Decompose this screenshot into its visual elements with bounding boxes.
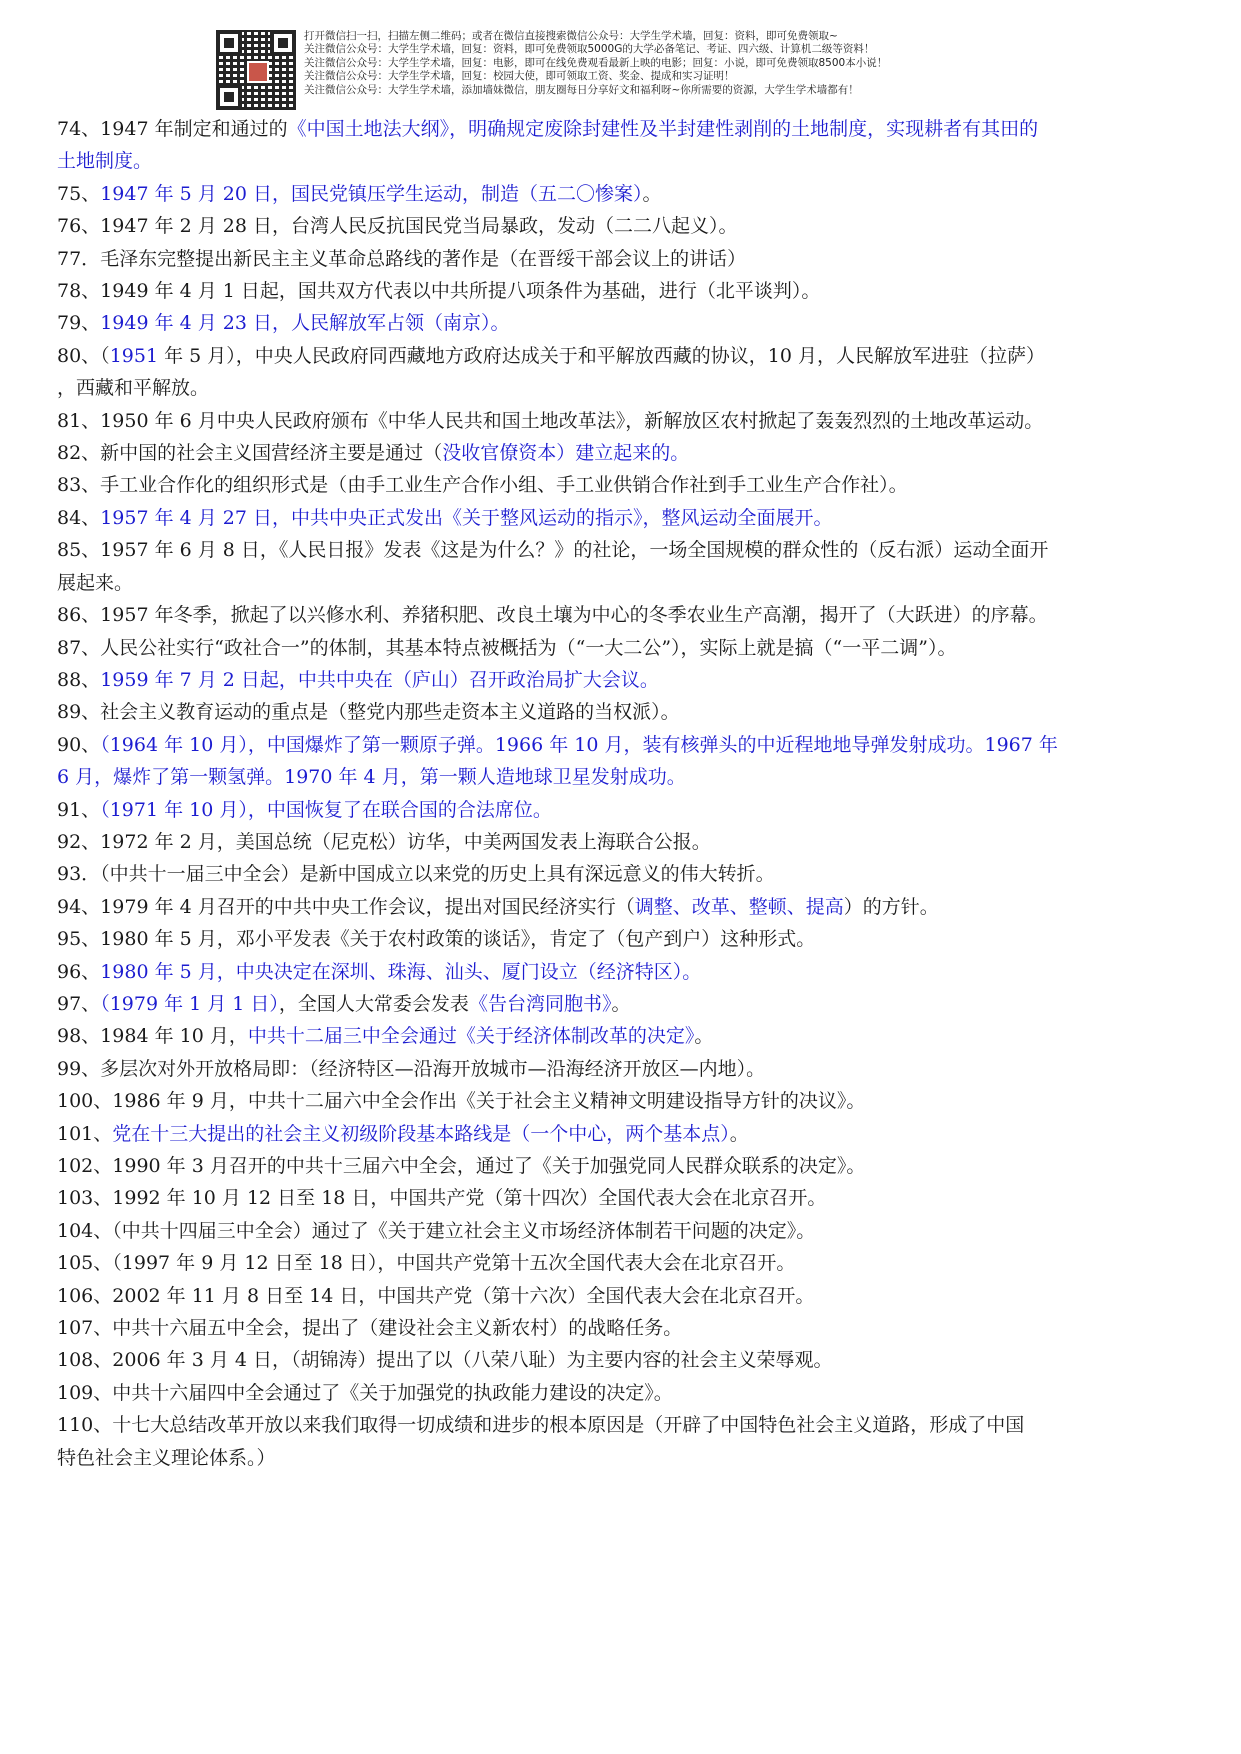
text-line bbox=[57, 1442, 1187, 1474]
body-text: 。 bbox=[694, 1025, 714, 1048]
highlighted-text: （1971 年 10 月），中国恢复了在联合国的合法席位。 bbox=[100, 798, 552, 821]
text-line bbox=[57, 696, 1187, 728]
text-line bbox=[57, 307, 1187, 339]
text-line bbox=[57, 826, 1187, 858]
text-line bbox=[57, 1344, 1187, 1376]
text-line bbox=[57, 243, 1187, 275]
text-line bbox=[57, 275, 1187, 307]
promo-line: 打开微信扫一扫，扫描左侧二维码；或者在微信直接搜索微信公众号：大学生学术墙，回复：资料，即可免费领取~ bbox=[304, 30, 838, 42]
promo-header bbox=[216, 28, 976, 108]
text-line bbox=[57, 1118, 1187, 1150]
body-text: 78、1949 年 4 月 1 日起，国共双方代表以中共所提八项条件为基础，进行（北平谈判）。 bbox=[57, 280, 821, 303]
text-line bbox=[57, 761, 1187, 793]
text-line bbox=[57, 956, 1187, 988]
highlighted-text: 调整、改革、整顿、提高 bbox=[634, 895, 844, 918]
highlighted-text: 1949 年 4 月 23 日，人民解放军占领（南京）。 bbox=[100, 312, 510, 335]
body-text: ，全国人大常委会发表 bbox=[278, 992, 469, 1015]
text-line bbox=[57, 340, 1187, 372]
body-text: 108、2006 年 3 月 4 日，（胡锦涛）提出了以（八荣八耻）为主要内容的社会主义荣辱观。 bbox=[57, 1349, 833, 1372]
text-line bbox=[57, 437, 1187, 469]
text-line bbox=[57, 1150, 1187, 1182]
text-line bbox=[57, 858, 1187, 890]
highlighted-text: 土地制度。 bbox=[57, 150, 153, 173]
highlighted-text: 1947 年 5 月 20 日，国民党镇压学生运动，制造（五二〇惨案） bbox=[100, 182, 643, 205]
text-line bbox=[57, 405, 1187, 437]
body-text: 93．（中共十一届三中全会）是新中国成立以来党的历史上具有深远意义的伟大转折。 bbox=[57, 863, 775, 886]
text-line bbox=[57, 599, 1187, 631]
body-text: 96、 bbox=[57, 960, 101, 983]
body-text: 85、1957 年 6 月 8 日，《人民日报》发表《这是为什么？》的社论，一场全国规模的群众性的（反右派）运动全面开 bbox=[57, 539, 1049, 562]
body-text: 84、 bbox=[57, 506, 101, 529]
body-text: 74、1947 年制定和通过的 bbox=[57, 118, 288, 140]
promo-line: 关注微信公众号：大学生学术墙，回复：资料，即可免费领取5000G的大学必备笔记、考证、四六级、计算机二级等资料！ bbox=[304, 43, 875, 56]
body-text: 86、1957 年冬季，掀起了以兴修水利、养猪积肥、改良土壤为中心的冬季农业生产高潮，揭开了（大跃进）的序幕。 bbox=[57, 604, 1048, 627]
body-text: 82、新中国的社会主义国营经济主要是通过（ bbox=[57, 442, 443, 465]
body-text: 。 bbox=[642, 182, 662, 205]
text-line bbox=[57, 988, 1187, 1020]
body-text: 101、 bbox=[57, 1122, 113, 1145]
body-text: 91、 bbox=[57, 798, 101, 821]
text-line bbox=[57, 372, 1187, 404]
body-text: 76、1947 年 2 月 28 日，台湾人民反抗国民党当局暴政，发动（二二八起义）。 bbox=[57, 215, 738, 238]
text-line bbox=[57, 729, 1187, 761]
highlighted-text: 6 月，爆炸了第一颗氢弹。1970 年 4 月，第一颗人造地球卫星发射成功。 bbox=[57, 766, 686, 789]
text-line bbox=[57, 923, 1187, 955]
highlighted-text: 1957 年 4 月 27 日，中共中央正式发出《关于整风运动的指示》，整风运动全面展开。 bbox=[100, 506, 833, 529]
body-text: 106、2002 年 11 月 8 日至 14 日，中国共产党（第十六次）全国代表大会在北京召开。 bbox=[57, 1284, 815, 1307]
body-text: 88、 bbox=[57, 668, 101, 691]
qr-code-icon bbox=[216, 30, 296, 110]
text-line bbox=[57, 1247, 1187, 1279]
text-line bbox=[57, 891, 1187, 923]
promo-line: 关注微信公众号：大学生学术墙，回复：电影，即可在线免费观看最新上映的电影；回复：小说，即可免费领取8500本小说！ bbox=[304, 56, 888, 69]
text-line bbox=[57, 469, 1187, 501]
highlighted-text: （1964 年 10 月），中国爆炸了第一颗原子弹。1966 年 10 月，装有核弹头的中近程地地导弹发射成功。1967 年 bbox=[100, 733, 1058, 756]
body-text: 90、 bbox=[57, 733, 101, 756]
text-line bbox=[57, 1020, 1187, 1052]
text-line bbox=[57, 794, 1187, 826]
body-text: 80、（ bbox=[57, 344, 110, 367]
highlighted-text: 1959 年 7 月 2 日起，中共中央在（庐山）召开政治局扩大会议。 bbox=[100, 668, 659, 691]
highlighted-text: （1979 年 1 月 1 日） bbox=[100, 992, 279, 1015]
highlighted-text: 《告台湾同胞书》 bbox=[468, 992, 612, 1015]
text-line bbox=[57, 178, 1187, 210]
body-text: 79、 bbox=[57, 312, 101, 335]
text-line bbox=[57, 632, 1187, 664]
text-line bbox=[57, 664, 1187, 696]
body-text: 94、1979 年 4 月召开的中共中央工作会议，提出对国民经济实行（ bbox=[57, 895, 635, 918]
body-text: 。 bbox=[729, 1122, 749, 1145]
body-text: 99、多层次对外开放格局即：（经济特区—沿海开放城市—沿海经济开放区—内地）。 bbox=[57, 1057, 766, 1080]
highlighted-text: 《中国土地法大纲》，明确规定废除封建性及半封建性剥削的土地制度，实现耕者有其田的 bbox=[287, 118, 1039, 140]
text-line bbox=[57, 567, 1187, 599]
text-line bbox=[57, 1280, 1187, 1312]
text-line bbox=[57, 534, 1187, 566]
body-text: 95、1980 年 5 月，邓小平发表《关于农村政策的谈话》，肯定了（包产到户）这种形式。 bbox=[57, 928, 816, 951]
text-line bbox=[57, 1182, 1187, 1214]
highlighted-text: 1980 年 5 月，中央决定在深圳、珠海、汕头、厦门设立（经济特区）。 bbox=[100, 960, 702, 983]
text-line bbox=[57, 1377, 1187, 1409]
promo-line: 关注微信公众号：大学生学术墙，回复：校园大使，即可领取工资、奖金、提成和实习证明！ bbox=[304, 70, 735, 83]
question-list bbox=[57, 113, 1187, 1474]
body-text: 77．毛泽东完整提出新民主主义革命总路线的著作是（在晋绥干部会议上的讲话） bbox=[57, 247, 747, 270]
body-text: 75、 bbox=[57, 182, 101, 205]
body-text: 107、中共十六届五中全会，提出了（建设社会主义新农村）的战略任务。 bbox=[57, 1317, 683, 1340]
highlighted-text: 没收官僚资本）建立起来的。 bbox=[442, 442, 690, 465]
text-line bbox=[57, 210, 1187, 242]
body-text: ，西藏和平解放。 bbox=[57, 377, 210, 400]
body-text: 83、手工业合作化的组织形式是（由手工业生产合作小组、手工业供销合作社到手工业生产合作社）。 bbox=[57, 474, 908, 497]
body-text: 92、1972 年 2 月，美国总统（尼克松）访华，中美两国发表上海联合公报。 bbox=[57, 830, 711, 853]
highlighted-text: 1951 bbox=[109, 344, 159, 367]
body-text: 104、（中共十四届三中全会）通过了《关于建立社会主义市场经济体制若干问题的决定》。 bbox=[57, 1219, 816, 1242]
body-text: 105、（1997 年 9 月 12 日至 18 日），中国共产党第十五次全国代表大会在北京召开。 bbox=[57, 1252, 796, 1275]
body-text: 。 bbox=[611, 992, 631, 1015]
body-text: 98、1984 年 10 月， bbox=[57, 1025, 248, 1048]
text-line bbox=[57, 145, 1187, 177]
text-line bbox=[57, 1215, 1187, 1247]
highlighted-text: 党在十三大提出的社会主义初级阶段基本路线是（一个中心，两个基本点） bbox=[112, 1122, 730, 1145]
body-text: 102、1990 年 3 月召开的中共十三届六中全会，通过了《关于加强党同人民群众联系的决定》。 bbox=[57, 1155, 866, 1177]
body-text: ）的方针。 bbox=[843, 895, 939, 918]
promo-text bbox=[304, 30, 984, 97]
text-line bbox=[57, 113, 1187, 145]
body-text: 年 5 月），中央人民政府同西藏地方政府达成关于和平解放西藏的协议，10 月，人民解放军进驻（拉萨） bbox=[158, 344, 1045, 367]
text-line bbox=[57, 1085, 1187, 1117]
body-text: 103、1992 年 10 月 12 日至 18 日，中国共产党（第十四次）全国代表大会在北京召开。 bbox=[57, 1187, 827, 1210]
highlighted-text: 中共十二届三中全会通过《关于经济体制改革的决定》 bbox=[247, 1025, 695, 1048]
body-text: 89、社会主义教育运动的重点是（整党内那些走资本主义道路的当权派）。 bbox=[57, 701, 680, 724]
body-text: 81、1950 年 6 月中央人民政府颁布《中华人民共和国土地改革法》，新解放区农村掀起了轰轰烈烈的土地改革运动。 bbox=[57, 409, 1044, 432]
body-text: 110、十七大总结改革开放以来我们取得一切成绩和进步的根本原因是（开辟了中国特色社会主义道路，形成了中国 bbox=[57, 1414, 1025, 1437]
text-line bbox=[57, 1409, 1187, 1441]
text-line bbox=[57, 1053, 1187, 1085]
text-line bbox=[57, 502, 1187, 534]
body-text: 特色社会主义理论体系。） bbox=[57, 1446, 276, 1469]
body-text: 87、人民公社实行“政社合一”的体制，其基本特点被概括为（“一大二公”），实际上就是搞（“一平二调”）。 bbox=[57, 636, 957, 659]
body-text: 109、中共十六届四中全会通过了《关于加强党的执政能力建设的决定》。 bbox=[57, 1381, 673, 1404]
text-line bbox=[57, 1312, 1187, 1344]
body-text: 展起来。 bbox=[57, 571, 134, 594]
promo-line: 关注微信公众号：大学生学术墙，添加墙妹微信，朋友圈每日分享好文和福利呀~你所需要的资源，大学生学术墙都有！ bbox=[304, 83, 859, 96]
body-text: 97、 bbox=[57, 992, 101, 1015]
body-text: 100、1986 年 9 月，中共十二届六中全会作出《关于社会主义精神文明建设指导方针的决议》。 bbox=[57, 1090, 866, 1113]
